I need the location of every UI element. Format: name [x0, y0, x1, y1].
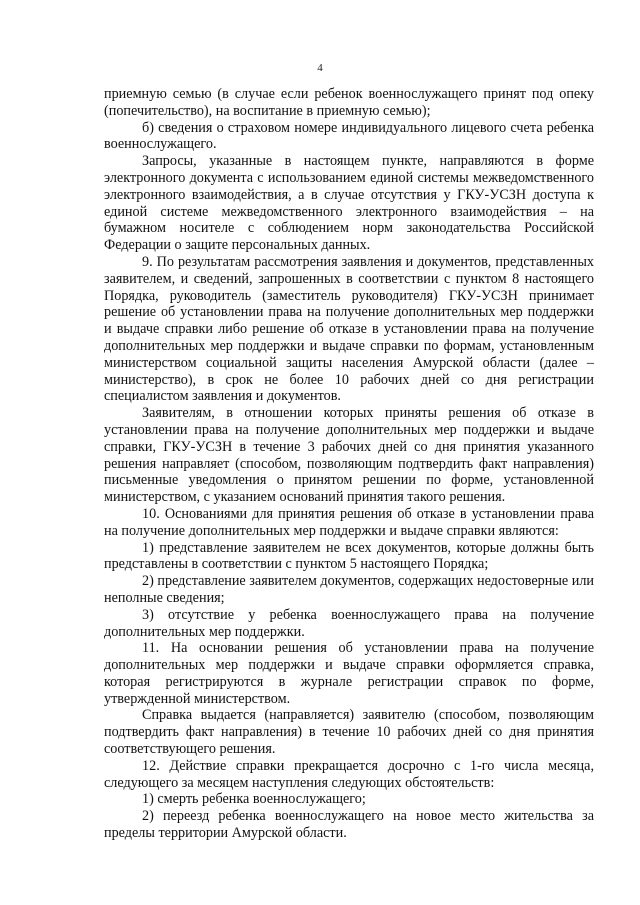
paragraph-requests: Запросы, указанные в настоящем пункте, направляются в форме электронного документа с использованием единой системы межведомственного электронного взаимодействия, а в случае отсутствия у ГКУ-УСЗН доступа к единой системе межведомственного электронного взаимодействия – на бумажном носителе с соблюдением норм законодательства Российской Федерации о защите персональных данных. [104, 153, 594, 254]
paragraph-ground-3: 3) отсутствие у ребенка военнослужащего права на получение дополнительных мер поддержки. [104, 606, 594, 640]
page-number: 4 [317, 62, 323, 74]
paragraph-snils: б) сведения о страховом номере индивидуального лицевого счета ребенка военнослужащего. [104, 119, 594, 153]
paragraph-clause-9: 9. По результатам рассмотрения заявления и документов, представленных заявителем, и сведений, запрошенных в соответствии с пунктом 8 настоящего Порядка, руководитель (заместитель руководителя) ГКУ-УСЗН принимает решение об установлении права на получение дополнительных мер поддержки и выдаче справки либо решение об отказе в установлении права на получение дополнительных мер поддержки и выдаче справки по формам, установленным министерством социальной защиты населения Амурской области (далее – министерство), в срок не более 10 рабочих дней со дня регистрации специалистом заявления и документов. [104, 253, 594, 405]
paragraph-continuation: приемную семью (в случае если ребенок военнослужащего принят под опеку (попечительство), на воспитание в приемную семью); [104, 86, 594, 119]
paragraph-termination-1: 1) смерть ребенка военнослужащего; [142, 791, 366, 808]
paragraph-ground-2: 2) представление заявителем документов, содержащих недостоверные или неполные сведения; [104, 573, 594, 606]
paragraph-ground-1: 1) представление заявителем не всех документов, которые должны быть представлены в соответствии с пунктом 5 настоящего Порядка; [104, 539, 594, 573]
paragraph-refusal-notice: Заявителям, в отношении которых приняты решения об отказе в установлении права на получение дополнительных мер поддержки и выдаче справки, ГКУ-УСЗН в течение 3 рабочих дней со дня принятия указанного решения направляет (способом, позволяющим подтвердить факт направления) письменные уведомления о принятом решении по форме, установленной министерством, с указанием оснований принятия такого решения. [104, 405, 594, 506]
paragraph-clause-10: 10. Основаниями для принятия решения об отказе в установлении права на получение дополнительных мер поддержки и выдаче справки являются: [104, 505, 594, 539]
paragraph-certificate-issue: Справка выдается (направляется) заявителю (способом, позволяющим подтвердить факт направления) в течение 10 рабочих дней со дня принятия соответствующего решения. [104, 707, 594, 758]
document-body [104, 86, 594, 842]
paragraph-clause-12: 12. Действие справки прекращается досрочно с 1-го числа месяца, следующего за месяцем наступления следующих обстоятельств: [104, 757, 594, 791]
paragraph-clause-11: 11. На основании решения об установлении права на получение дополнительных мер поддержки и выдаче справки оформляется справка, которая регистрируются в журнале регистрации справок по форме, утвержденной министерством. [104, 640, 594, 707]
paragraph-termination-2: 2) переезд ребенка военнослужащего на новое место жительства за пределы территории Амурской области. [104, 808, 594, 842]
